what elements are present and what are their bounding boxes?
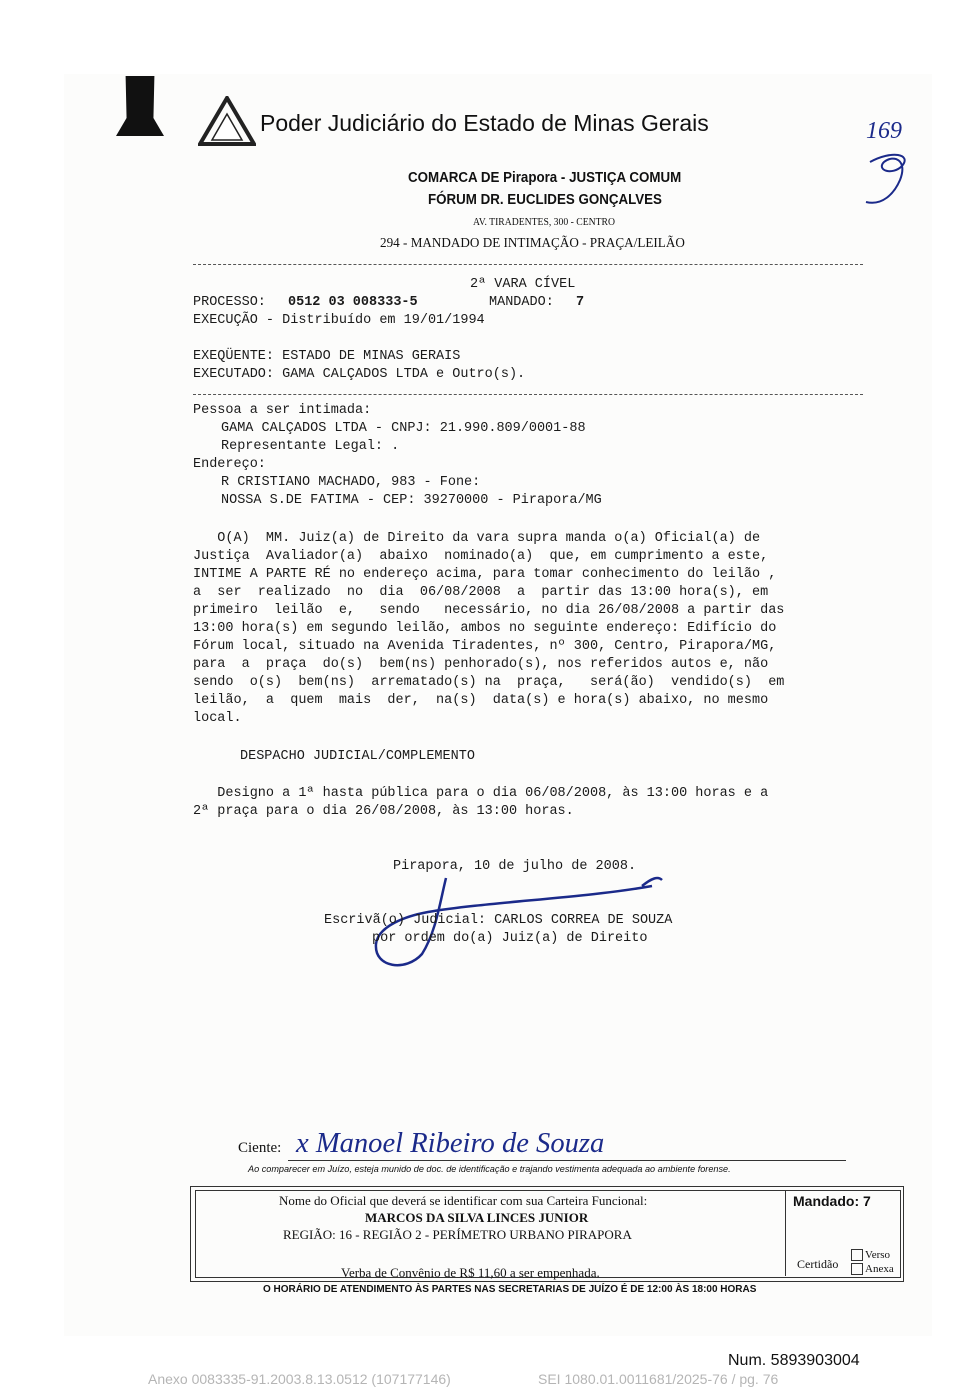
officer-instruction: Nome do Oficial que deverá se identificar com sua Carteira Funcional: <box>279 1193 648 1208</box>
vara-line: 2ª VARA CÍVEL <box>470 277 576 292</box>
certidao-label: Certidão <box>797 1257 839 1271</box>
divider <box>193 264 863 265</box>
officer-region: REGIÃO: 16 - REGIÃO 2 - PERÍMETRO URBANO PIRAPORA <box>283 1227 632 1242</box>
body-line: primeiro leilão e, sendo necessário, no dia 26/08/2008 a partir das <box>193 603 785 618</box>
body-line: INTIME A PARTE RÉ no endereço acima, para tomar conhecimento do leilão , <box>193 567 777 582</box>
execucao-line: EXECUÇÃO - Distribuído em 19/01/1994 <box>193 313 485 328</box>
ciente-label: Ciente: <box>238 1140 282 1156</box>
ordem-line: por ordem do(a) Juiz(a) de Direito <box>372 931 648 946</box>
handwritten-rubric-icon <box>862 150 918 210</box>
officer-box-divider <box>785 1190 786 1276</box>
despacho-line-2: 2ª praça para o dia 26/08/2008, às 13:00 horas. <box>193 804 574 819</box>
body-line: 13:00 hora(s) em segundo leilão, ambos no seguinte endereço: Edifício do <box>193 621 777 636</box>
anexa-option <box>851 1263 894 1275</box>
verso-label: Verso <box>865 1249 891 1261</box>
body-line: Justiça Avaliador(a) abaixo nominado(a) que, em cumprimento a este, <box>193 549 769 564</box>
exequente-line: EXEQÜENTE: ESTADO DE MINAS GERAIS <box>193 349 461 364</box>
document-type: 294 - MANDADO DE INTIMAÇÃO - PRAÇA/LEILÃO <box>380 236 685 251</box>
ciente-underline <box>288 1160 846 1161</box>
address-label: Endereço: <box>193 457 266 472</box>
processo-label: PROCESSO: <box>193 295 266 310</box>
officer-verba: Verba de Convênio de R$ 11,60 a ser empenhada. <box>341 1265 600 1280</box>
body-line: sendo o(s) bem(ns) arrematado(s) na praça, será(ão) vendido(s) em <box>193 675 785 690</box>
party-representative: Representante Legal: . <box>221 439 400 454</box>
sei-reference: SEI 1080.01.0011681/2025-76 / pg. 76 <box>538 1371 779 1387</box>
forum-address: AV. TIRADENTES, 300 - CENTRO <box>473 216 615 228</box>
mandado-label: MANDADO: <box>489 295 554 310</box>
executado-line: EXECUTADO: GAMA CALÇADOS LTDA e Outro(s). <box>193 367 526 382</box>
processo-number: 0512 03 008333-5 <box>288 295 418 310</box>
body-line: O(A) MM. Juiz(a) de Direito da vara supra manda o(a) Oficial(a) de <box>193 531 761 546</box>
body-line: local. <box>193 711 242 726</box>
anexa-label: Anexa <box>865 1263 894 1275</box>
handwritten-page-number: 169 <box>866 118 902 144</box>
place-date: Pirapora, 10 de julho de 2008. <box>393 859 637 874</box>
officer-box <box>190 1186 904 1282</box>
address-line-2: NOSSA S.DE FATIMA - CEP: 39270000 - Pirapora/MG <box>221 493 602 508</box>
verso-checkbox <box>851 1249 863 1261</box>
verso-option <box>851 1249 890 1261</box>
address-line-1: R CRISTIANO MACHADO, 983 - Fone: <box>221 475 481 490</box>
ciente-note: Ao comparecer em Juízo, esteja munido de doc. de identificação e trajando vestimenta adequada ao ambiente forense. <box>248 1164 731 1175</box>
ciente-signature: x Manoel Ribeiro de Souza <box>296 1128 605 1159</box>
court-title: Poder Judiciário do Estado de Minas Gerais <box>260 110 709 136</box>
despacho-line-1: Designo a 1ª hasta pública para o dia 06/08/2008, às 13:00 horas e a <box>193 786 769 801</box>
body-line: para a praça do(s) bem(ns) penhorado(s), nos referidos autos e, não <box>193 657 769 672</box>
escrivao-line: Escrivã(o) Judicial: CARLOS CORREA DE SOUZA <box>324 913 673 928</box>
body-line: leilão, a quem mais der, na(s) data(s) e hora(s) abaixo, no mesmo <box>193 693 769 708</box>
officer-name: MARCOS DA SILVA LINCES JUNIOR <box>365 1210 589 1225</box>
body-text <box>193 530 784 728</box>
court-logo-icon <box>198 96 256 146</box>
hours-note: O HORÁRIO DE ATENDIMENTO ÀS PARTES NAS SECRETARIAS DE JUÍZO É DE 12:00 ÀS 18:00 HORAS <box>263 1284 757 1295</box>
document-number: Num. 5893903004 <box>728 1352 860 1369</box>
mandado-box-label: Mandado: 7 <box>793 1193 871 1209</box>
party-label: Pessoa a ser intimada: <box>193 403 372 418</box>
mandado-number: 7 <box>576 295 585 310</box>
comarca-line: COMARCA DE Pirapora - JUSTIÇA COMUM <box>408 170 682 186</box>
anexo-reference: Anexo 0083335-91.2003.8.13.0512 (107177146) <box>148 1371 451 1387</box>
divider <box>193 394 863 395</box>
despacho-title: DESPACHO JUDICIAL/COMPLEMENTO <box>240 749 475 764</box>
body-line: Fórum local, situado na Avenida Tiradentes, nº 300, Centro, Pirapora/MG, <box>193 639 777 654</box>
body-line: a ser realizado no dia 06/08/2008 a partir das 13:00 hora(s), em <box>193 585 769 600</box>
party-name: GAMA CALÇADOS LTDA - CNPJ: 21.990.809/0001-88 <box>221 421 586 436</box>
anexa-checkbox <box>851 1263 863 1275</box>
forum-line: FÓRUM DR. EUCLIDES GONÇALVES <box>428 192 662 208</box>
